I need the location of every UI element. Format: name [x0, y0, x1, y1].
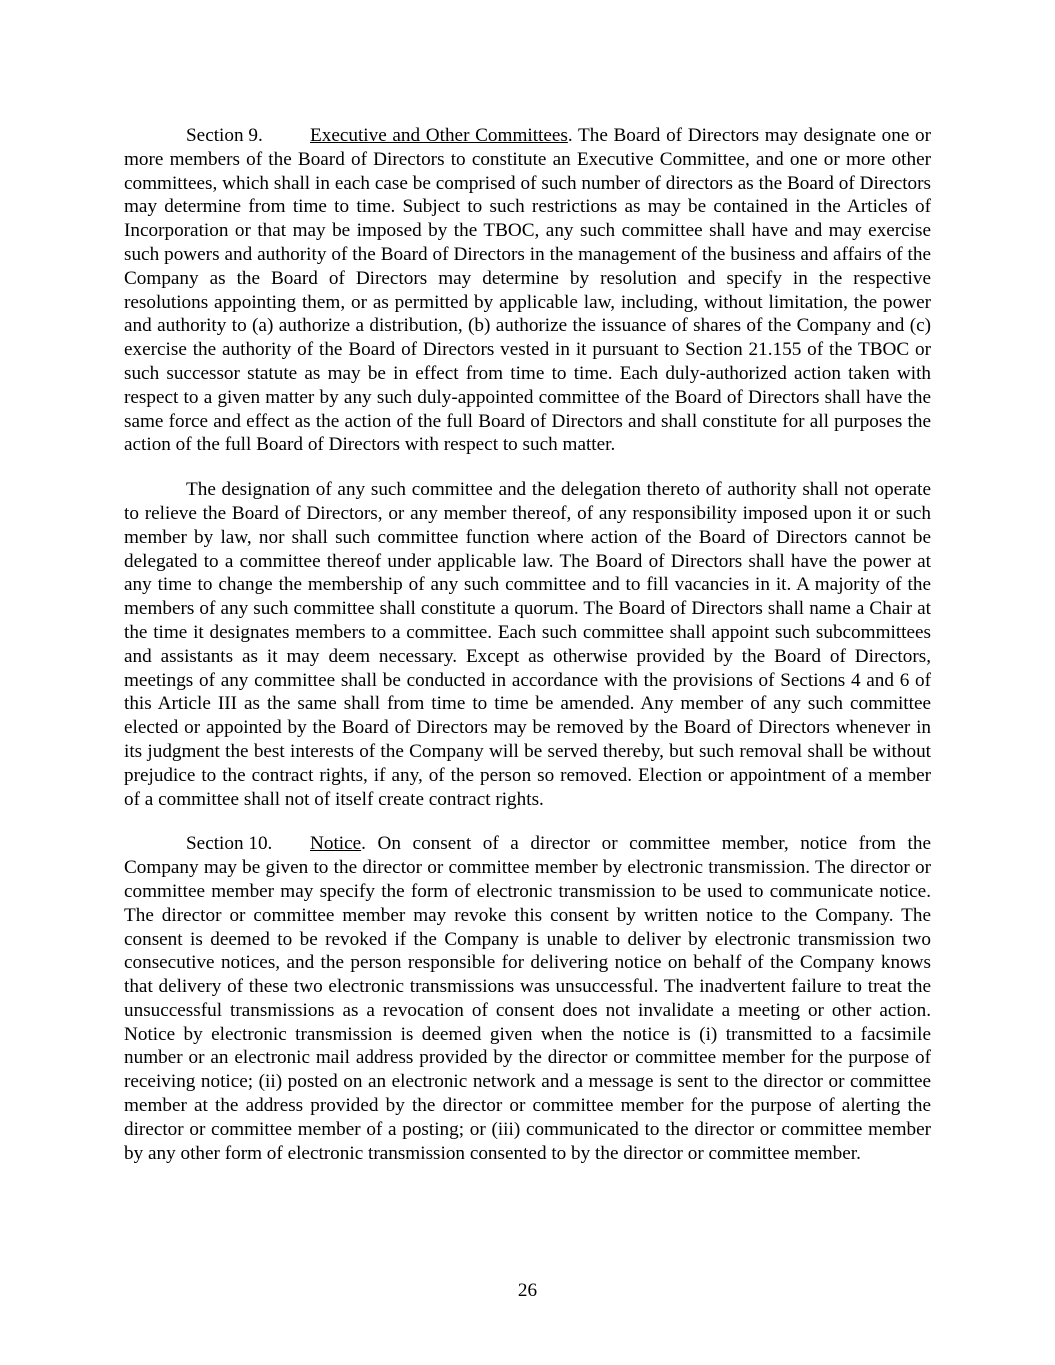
section-10-body: . On consent of a director or committee member, notice from the Company may be given to the director or committee member by electronic transmission. The director or committee member may specify the form of electronic transmission to be used to communicate notice. The director or committee member may revoke this consent by written notice to the Company. The consent is deemed to be revoked if the Company is unable to deliver by electronic transmission two consecutive notices, and the person responsible for delivering notice on behalf of the Company knows that delivery of these two electronic transmissions was unsuccessful. The inadvertent failure to treat the unsuccessful transmissions as a revocation of consent does not invalidate a meeting or other action. Notice by electronic transmission is deemed given when the notice is (i) transmitted to a facsimile number or an electronic mail address provided by the director or committee member for the purpose of receiving notice; (ii) posted on an electronic network and a message is sent to the director or committee member at the address provided by the director or committee member for the purpose of alerting the director or committee member of a posting; or (iii) communicated to the director or committee member by any other form of electronic transmission consented to by the director or committee member. — [124, 833, 931, 1164]
section-9-paragraph — [124, 124, 931, 457]
section-10-title: Notice — [310, 833, 362, 855]
section-10-paragraph — [124, 832, 931, 1165]
section-9-title: Executive and Other Committees — [310, 125, 568, 146]
section-10-number: Section 10. — [186, 833, 273, 855]
document-body — [124, 124, 931, 1165]
section-9-second-paragraph: The designation of any such committee and the delegation thereto of authority shall not operate to relieve the Board of Directors, or any member thereof, of any responsibility imposed upon it or such member by law, nor shall such committee function where action of the Board of Directors cannot be delegated to a committee thereof under applicable law. The Board of Directors shall have the power at any time to change the membership of any such committee and to fill vacancies in it. A majority of the members of any such committee shall constitute a quorum. The Board of Directors shall name a Chair at the time it designates members to a committee. Each such committee shall appoint such subcommittees and assistants as it may deem necessary. Except as otherwise provided by the Board of Directors, meetings of any committee shall be conducted in accordance with the provisions of Sections 4 and 6 of this Article III as the same shall from time to time be amended. Any member of any such committee elected or appointed by the Board of Directors may be removed by the Board of Directors whenever in its judgment the best interests of the Company will be served thereby, but such removal shall be without prejudice to the contract rights, if any, of the person so removed. Election or appointment of a member of a committee shall not of itself create contract rights. — [124, 479, 931, 810]
section-9-number: Section 9. — [186, 125, 263, 146]
section-9-body: . The Board of Directors may designate one or more members of the Board of Directors to constitute an Executive Committee, and one or more other committees, which shall in each case be comprised of such number of directors as the Board of Directors may determine from time to time. Subject to such restrictions as may be contained in the Articles of Incorporation or that may be imposed by the TBOC, any such committee shall have and may exercise such powers and authority of the Board of Directors in the management of the business and affairs of the Company as the Board of Directors may determine by resolution and specify in the respective resolutions appointing them, or as permitted by applicable law, including, without limitation, the power and authority to (a) authorize a distribution, (b) authorize the issuance of shares of the Company and (c) exercise the authority of the Board of Directors vested in it pursuant to Section 21.155 of the TBOC or such successor statute as may be in effect from time to time. Each duly-authorized action taken with respect to a given matter by any such duly-appointed committee of the Board of Directors shall have the same force and effect as the action of the full Board of Directors and shall constitute for all purposes the action of the full Board of Directors with respect to such matter. — [124, 125, 931, 456]
page-number: 26 — [517, 1280, 538, 1301]
